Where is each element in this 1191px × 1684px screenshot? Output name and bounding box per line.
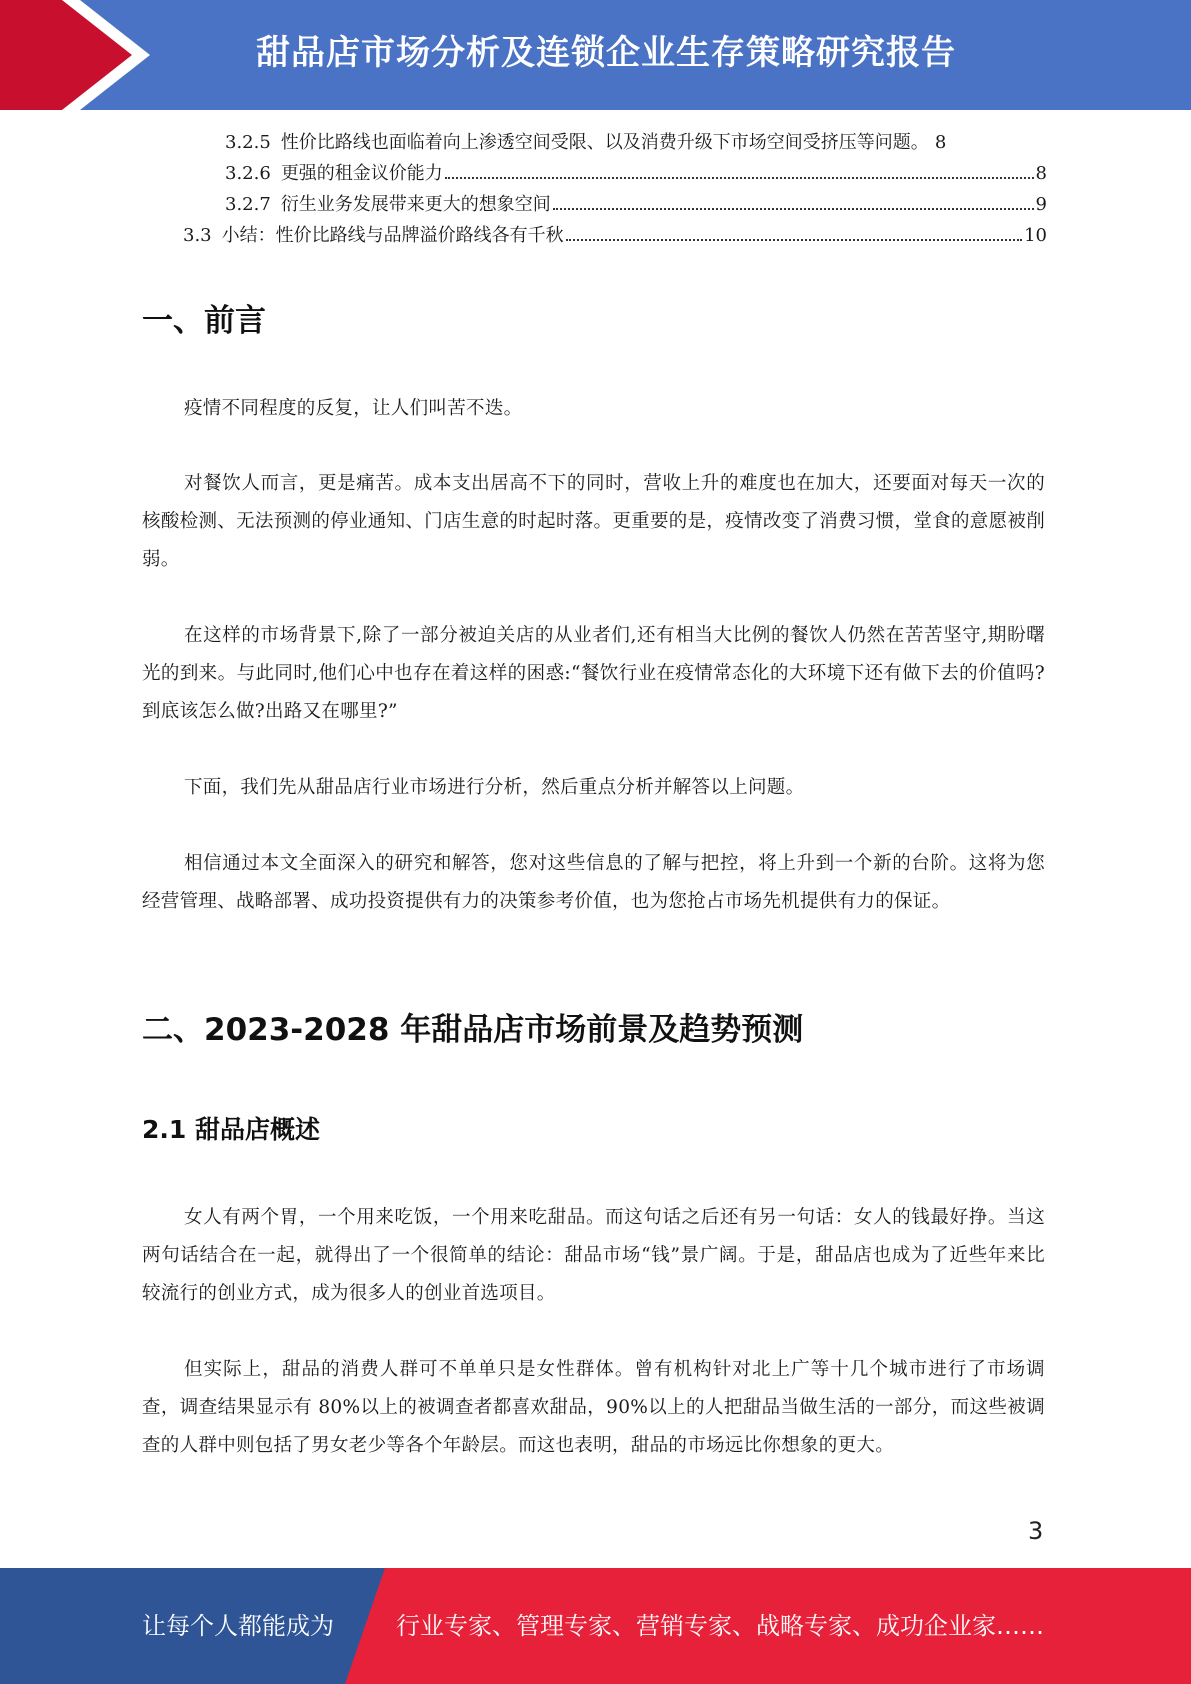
footer-slogan-left: 让每个人都能成为 [142, 1612, 334, 1640]
section-heading-forecast: 二、2023-2028 年甜品店市场前景及趋势预测 [142, 1012, 804, 1048]
toc-title: 更强的租金议价能力 [280, 163, 443, 184]
toc-number: 3.3 [183, 225, 212, 246]
toc-leader-dots [566, 239, 1022, 241]
toc-entry[interactable] [183, 221, 1047, 251]
toc-page: 9 [1035, 194, 1047, 215]
toc-number: 3.2.6 [225, 163, 271, 184]
page-number: 3 [1028, 1517, 1044, 1545]
report-title: 甜品店市场分析及连锁企业生存策略研究报告 [256, 33, 956, 73]
toc-title: 性价比路线也面临着向上渗透空间受限、以及消费升级下市场空间受挤压等问题。 [280, 132, 929, 153]
section-heading-preface: 一、前言 [142, 303, 266, 339]
paragraph: 但实际上，甜品的消费人群可不单单只是女性群体。曾有机构针对北上广等十几个城市进行了市场调查，调查结果显示有 80%以上的被调查者都喜欢甜品，90%以上的人把甜品当做生活的一部分，而这些被调查的人群中则包括了男女老少等各个年龄层。而这也表明，甜品的市场远比你想象的更大。 [142, 1359, 1045, 1456]
toc-page: 10 [1024, 225, 1047, 246]
toc-number: 3.2.7 [225, 194, 271, 215]
paragraph: 对餐饮人而言，更是痛苦。成本支出居高不下的同时，营收上升的难度也在加大，还要面对每天一次的核酸检测、无法预测的停业通知、门店生意的时起时落。更重要的是，疫情改变了消费习惯，堂食的意愿被削弱。 [142, 473, 1045, 570]
toc-leader-dots [553, 208, 1034, 210]
toc-entry[interactable] [225, 128, 1047, 158]
page-footer [0, 1568, 1191, 1684]
toc-title: 衍生业务发展带来更大的想象空间 [280, 194, 551, 215]
toc-entry[interactable] [225, 190, 1047, 220]
paragraph: 女人有两个胃，一个用来吃饭，一个用来吃甜品。而这句话之后还有另一句话：女人的钱最好挣。当这两句话结合在一起，就得出了一个很简单的结论：甜品市场“钱”景广阔。于是，甜品店也成为了近些年来比较流行的创业方式，成为很多人的创业首选项目。 [142, 1207, 1045, 1304]
toc-page: 8 [934, 132, 947, 153]
paragraph: 下面，我们先从甜品店行业市场进行分析，然后重点分析并解答以上问题。 [184, 777, 805, 798]
paragraph: 在这样的市场背景下,除了一部分被迫关店的从业者们,还有相当大比例的餐饮人仍然在苦苦坚守,期盼曙光的到来。与此同时,他们心中也存在着这样的困惑:“餐饮行业在疫情常态化的大环境下还有做下去的价值吗?到底该怎么做?出路又在哪里?” [142, 625, 1045, 722]
page-header [0, 0, 1191, 110]
toc-leader-dots [445, 177, 1034, 179]
paragraph: 疫情不同程度的反复，让人们叫苦不迭。 [184, 398, 523, 419]
toc-page: 8 [1035, 163, 1047, 184]
toc-entry[interactable] [225, 159, 1047, 189]
paragraph: 相信通过本文全面深入的研究和解答，您对这些信息的了解与把控，将上升到一个新的台阶。这将为您经营管理、战略部署、成功投资提供有力的决策参考价值，也为您抢占市场先机提供有力的保证。 [142, 853, 1045, 912]
subsection-heading-overview: 2.1 甜品店概述 [142, 1115, 320, 1144]
toc-title: 小结：性价比路线与品牌溢价路线各有千秋 [221, 225, 564, 246]
footer-slogan-right: 行业专家、管理专家、营销专家、战略专家、成功企业家…… [396, 1612, 1044, 1640]
toc-number: 3.2.5 [225, 132, 271, 153]
